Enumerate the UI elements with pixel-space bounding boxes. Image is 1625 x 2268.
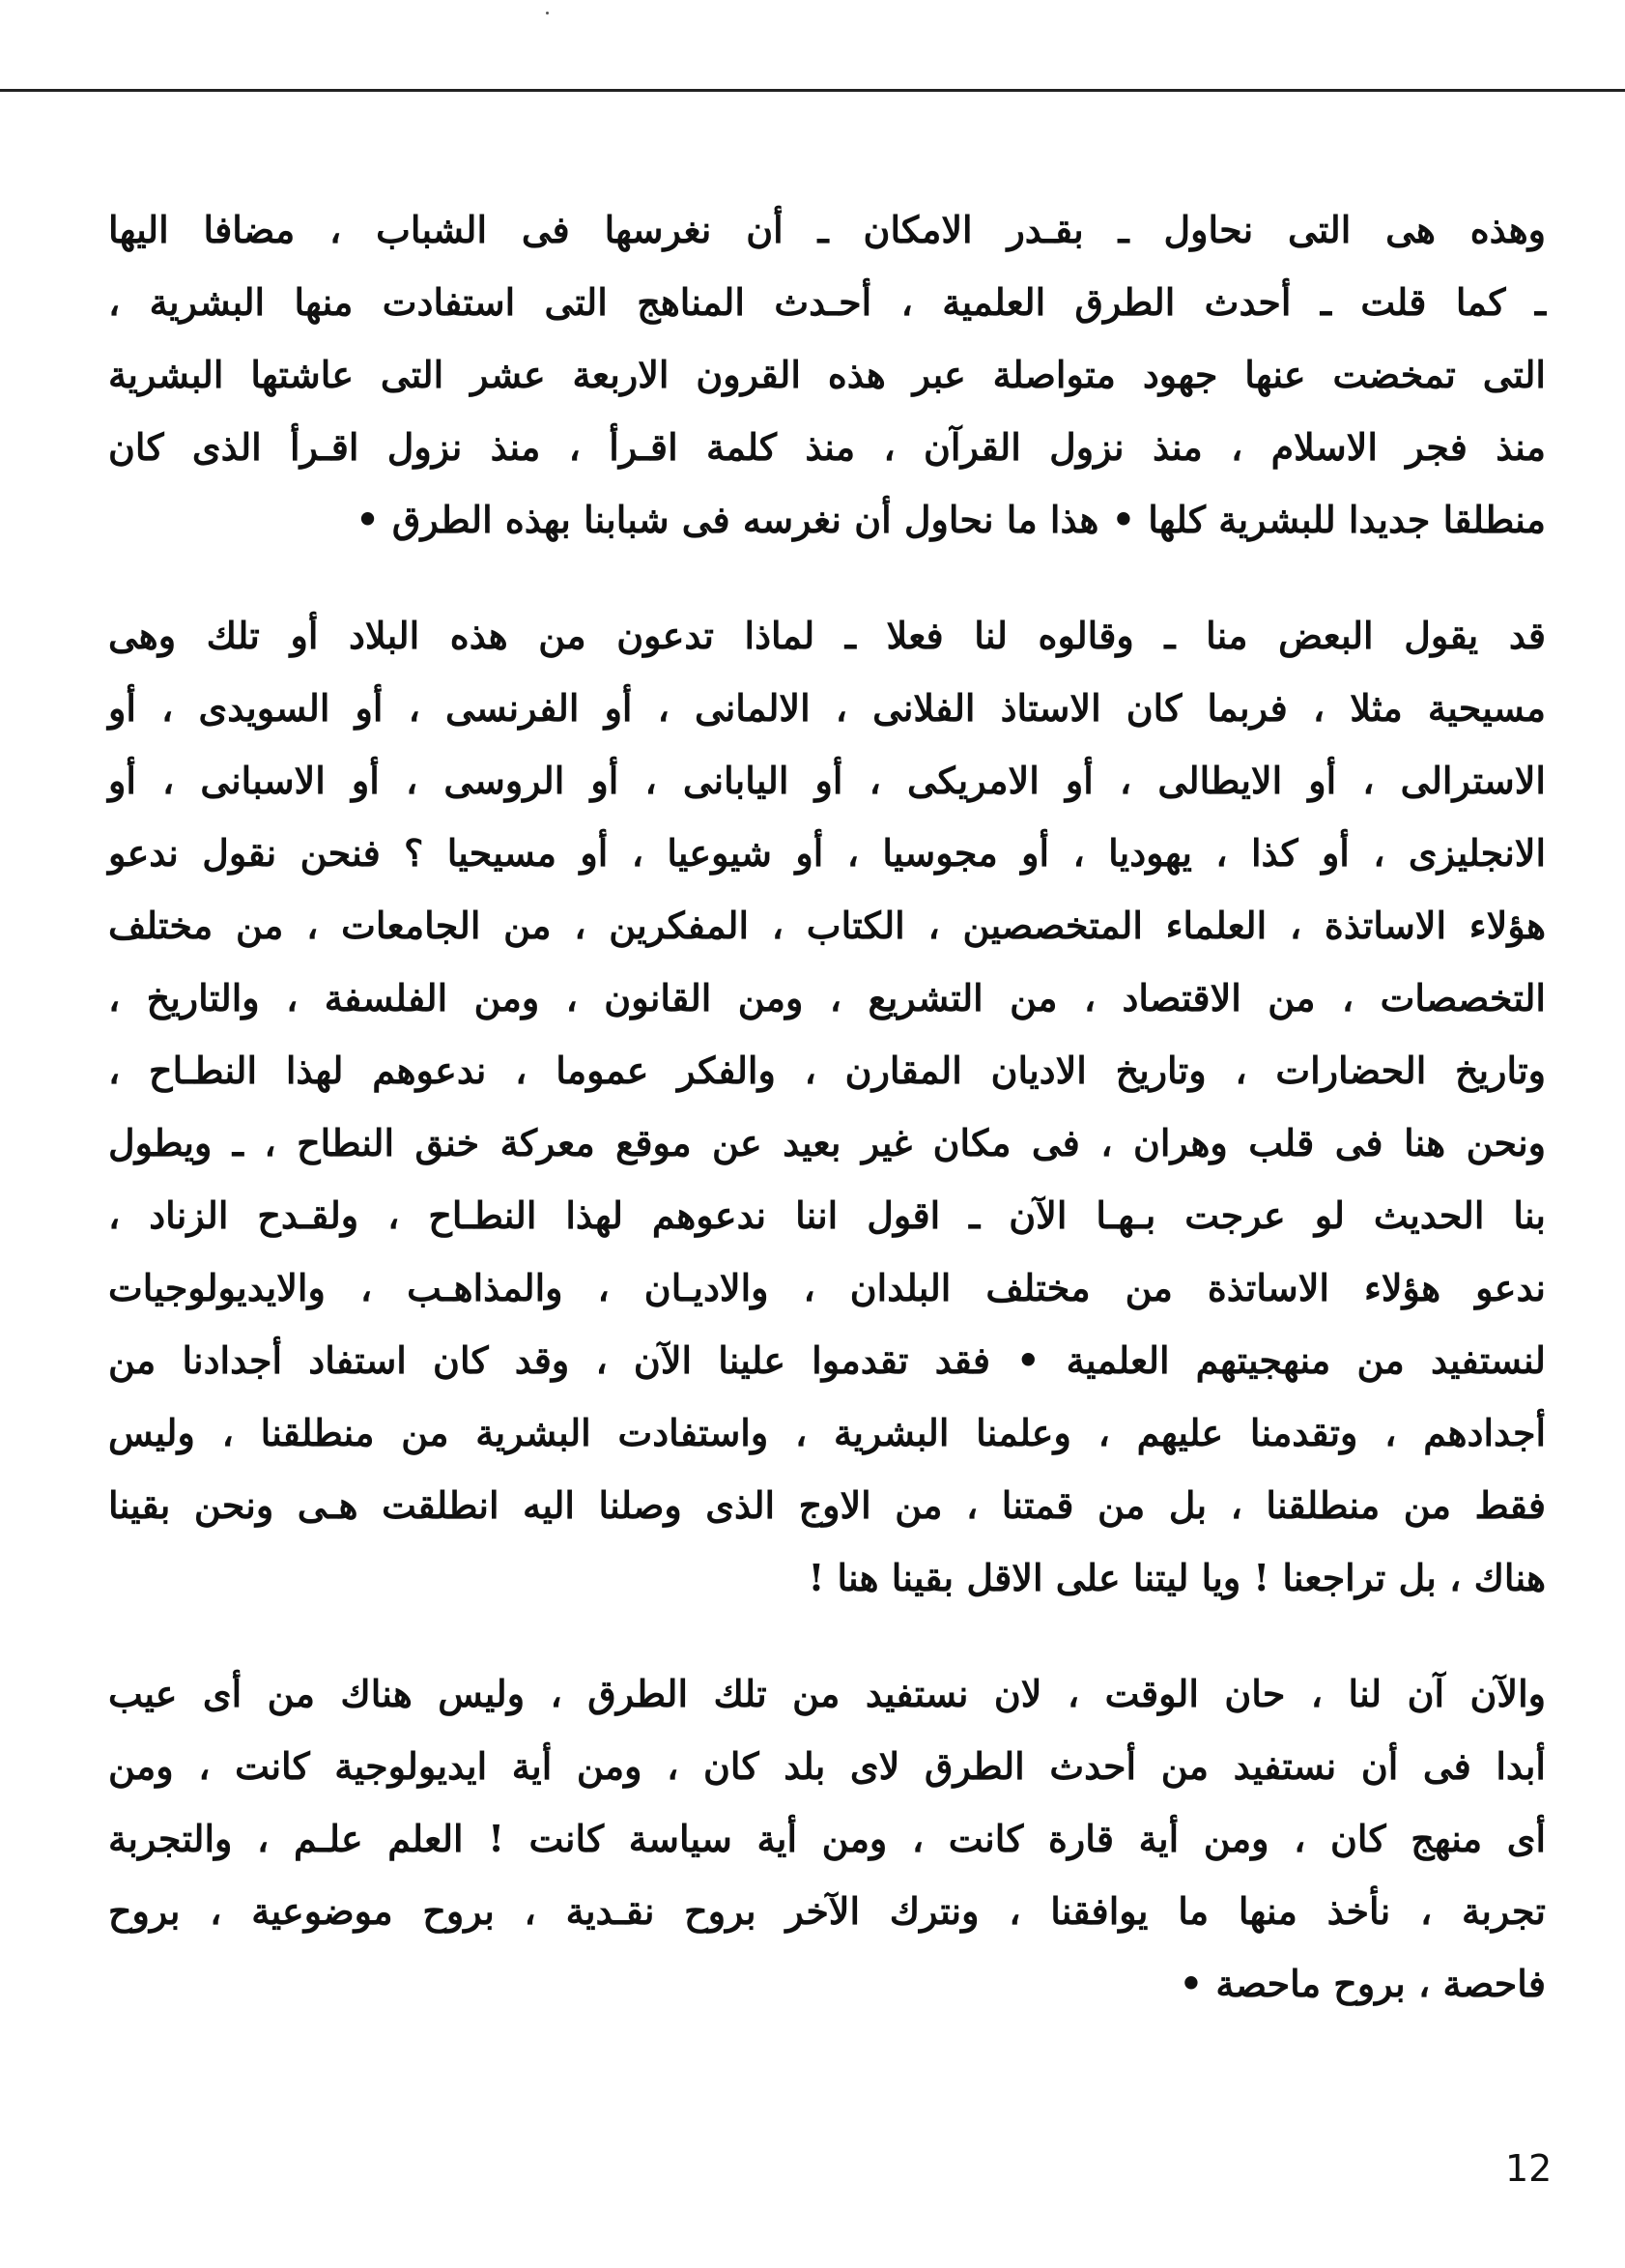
text-line: أى منهج كان ، ومن أية قارة كانت ، ومن أية سياسة كانت ! العلم علـم ، والتجربة: [108, 1817, 1546, 1860]
text-line: الاسترالى ، أو الايطالى ، أو الامريكى ، أو اليابانى ، أو الروسى ، أو الاسبانى ، أو: [108, 759, 1546, 802]
paragraph-2: [108, 599, 1546, 1614]
text-line: تجربة ، نأخذ منها ما يوافقنا ، ونترك الآخر بروح نقـدية ، بروح موضوعية ، بروح: [108, 1889, 1546, 1933]
text-line: منطلقا جديدا للبشرية كلها • هذا ما نحاول أن نغرسه فى شبابنا بهذه الطرق •: [356, 498, 1546, 541]
text-line: أبدا فى أن نستفيد من أحدث الطرق لاى بلد كان ، ومن أية ايديولوجية كانت ، ومن: [108, 1744, 1546, 1788]
text-line: ندعو هؤلاء الاساتذة من مختلف البلدان ، والاديـان ، والمذاهـب ، والايديولوجيات: [108, 1266, 1546, 1309]
paragraph-gap: [108, 556, 1546, 599]
text-line: لنستفيد من منهجيتهم العلمية • فقد تقدموا علينا الآن ، وقد كان استفاد أجدادنا من: [108, 1338, 1546, 1382]
text-line: مسيحية مثلا ، فربما كان الاستاذ الفلانى ، الالمانى ، أو الفرنسى ، أو السويدى ، أو: [108, 686, 1546, 730]
text-line: وتاريخ الحضارات ، وتاريخ الاديان المقارن ، والفكر عموما ، ندعوهم لهذا النطـاح ،: [108, 1048, 1546, 1092]
text-line: وهذه هى التى نحاول ـ بقـدر الامكان ـ أن نغرسها فى الشباب ، مضافا اليها: [108, 208, 1546, 251]
text-line: فقط من منطلقنا ، بل من قمتنا ، من الاوج الذى وصلنا اليه انطلقت هـى ونحن بقينا: [108, 1483, 1546, 1527]
text-line: هؤلاء الاساتذة ، العلماء المتخصصين ، الكتاب ، المفكرين ، من الجامعات ، من مختلف: [108, 904, 1546, 947]
paragraph-gap: [108, 1614, 1546, 1657]
paragraph-3: [108, 1657, 1546, 2020]
scan-speck: [546, 12, 549, 14]
paragraph-1: [108, 193, 1546, 556]
text-line: فاحصة ، بروح ماحصة •: [1179, 1962, 1546, 2005]
text-line: بنا الحديث لو عرجت بـهـا الآن ـ اقول اننا ندعوهم لهذا النطـاح ، ولقـدح الزناد ،: [108, 1193, 1546, 1237]
text-line: أجدادهم ، وتقدمنا عليهم ، وعلمنا البشرية ، واستفادت البشرية من منطلقنا ، وليس: [108, 1411, 1546, 1454]
text-line: منذ فجر الاسلام ، منذ نزول القرآن ، منذ كلمة اقـرأ ، منذ نزول اقـرأ الذى كان: [108, 425, 1546, 469]
text-line: ـ كما قلت ـ أحدث الطرق العلمية ، أحـدث المناهج التى استفادت منها البشرية ،: [108, 280, 1546, 324]
text-line: التخصصات ، من الاقتصاد ، من التشريع ، ومن القانون ، ومن الفلسفة ، والتاريخ ،: [108, 976, 1546, 1019]
text-line: هناك ، بل تراجعنا ! ويا ليتنا على الاقل بقينا هنا !: [808, 1556, 1546, 1599]
text-line: ونحن هنا فى قلب وهران ، فى مكان غير بعيد عن موقع معركة خنق النطاح ، ـ ويطول: [108, 1121, 1546, 1164]
header-rule: [0, 89, 1625, 92]
page-number: 12: [1505, 2147, 1553, 2190]
page-body: [108, 193, 1546, 2020]
text-line: قد يقول البعض منا ـ وقالوه لنا فعلا ـ لماذا تدعون من هذه البلاد أو تلك وهى: [108, 614, 1546, 657]
text-line: الانجليزى ، أو كذا ، يهوديا ، أو مجوسيا ، أو شيوعيا ، أو مسيحيا ؟ فنحن نقول ندعو: [108, 831, 1546, 875]
text-line: والآن آن لنا ، حان الوقت ، لان نستفيد من تلك الطرق ، وليس هناك من أى عيب: [108, 1672, 1546, 1715]
text-line: التى تمخضت عنها جهود متواصلة عبر هذه القرون الاربعة عشر التى عاشتها البشرية: [108, 353, 1546, 396]
